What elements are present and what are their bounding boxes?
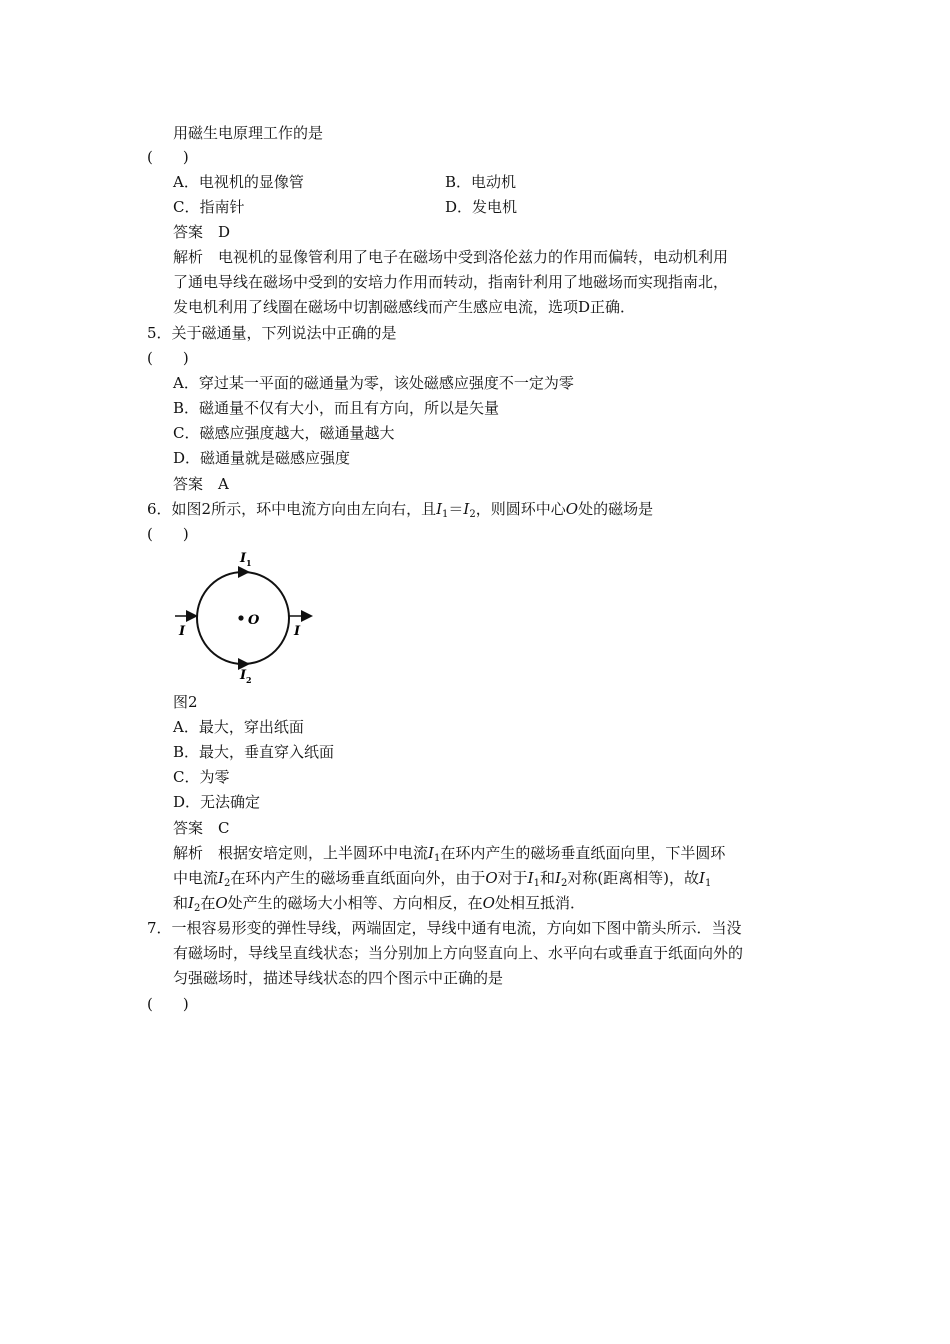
q4-option-d: D．发电机 xyxy=(445,198,518,216)
q5-answer: 答案 A xyxy=(173,475,229,493)
q7-stem-line: 7．一根容易形变的弹性导线，两端固定，导线中通有电流，方向如下图中箭头所示．当没 xyxy=(147,919,742,937)
q6-analysis-line: 和$I_2$在O处产生的磁场大小相等、方向相反，在O处相互抵消． xyxy=(173,894,585,914)
q6-analysis-line: 解析 根据安培定则，上半圆环中电流$I_1$在环内产生的磁场垂直纸面向里，下半圆环 xyxy=(173,844,726,864)
q4-option-a: A．电视机的显像管 xyxy=(173,173,304,191)
center-label: O xyxy=(248,613,260,628)
q7-stem-line: 有磁场时，导线呈直线状态；当分别加上方向竖直向上、水平向右或垂直于纸面向外的 xyxy=(173,944,744,962)
q5-option-a: A．穿过某一平面的磁通量为零，该处磁感应强度不一定为零 xyxy=(173,374,574,392)
q5-option-d: D．磁通量就是磁感应强度 xyxy=(173,449,351,467)
figure-caption: 图2 xyxy=(173,693,198,711)
q4-option-c: C．指南针 xyxy=(173,198,245,216)
i2-subscript: 2 xyxy=(246,675,252,685)
right-current-label: I xyxy=(294,624,301,639)
q4-option-b: B．电动机 xyxy=(445,173,517,191)
q6-paren: ( ) xyxy=(147,525,189,543)
q6-answer: 答案 C xyxy=(173,819,230,837)
q4-analysis-line: 了通电导线在磁场中受到的安培力作用而转动，指南针利用了地磁场而实现指南北， xyxy=(173,273,729,291)
q4-analysis-line: 解析 电视机的显像管利用了电子在磁场中受到洛伦兹力的作用而偏转，电动机利用 xyxy=(173,248,729,266)
q5-option-b: B．磁通量不仅有大小，而且有方向，所以是矢量 xyxy=(173,399,500,417)
q6-stem: 6．如图2所示，环中电流方向由左向右，且$I_1=I_2$，则圆环中心O处的磁场是 xyxy=(147,500,654,520)
left-current-label: I xyxy=(179,624,186,639)
q6-analysis-line: 中电流$I_2$在环内产生的磁场垂直纸面向外，由于O对于$I_1$和$I_2$对称(距离相等)，故$I_1$ xyxy=(173,869,712,889)
ring-current-figure xyxy=(170,548,320,688)
q4-analysis-line: 发电机利用了线圈在磁场中切割磁感线而产生感应电流，选项D正确． xyxy=(173,298,636,316)
q6-option-c: C．为零 xyxy=(173,768,230,786)
q7-paren: ( ) xyxy=(147,995,189,1013)
i1-subscript: 1 xyxy=(246,558,252,568)
q4-answer: 答案 D xyxy=(173,223,231,241)
i2-label: I xyxy=(240,668,247,683)
q6-option-b: B．最大，垂直穿入纸面 xyxy=(173,743,335,761)
q6-option-a: A．最大，穿出纸面 xyxy=(173,718,304,736)
q4-paren: ( ) xyxy=(147,148,189,166)
center-point xyxy=(238,615,243,620)
q5-paren: ( ) xyxy=(147,349,189,367)
q6-option-d: D．无法确定 xyxy=(173,793,261,811)
q7-stem-line: 匀强磁场时，描述导线状态的四个图示中正确的是 xyxy=(173,969,504,987)
q5-option-c: C．磁感应强度越大，磁通量越大 xyxy=(173,424,395,442)
q4-stem: 用磁生电原理工作的是 xyxy=(173,124,324,142)
q5-stem: 5．关于磁通量，下列说法中正确的是 xyxy=(147,324,397,342)
i1-label: I xyxy=(240,551,247,566)
